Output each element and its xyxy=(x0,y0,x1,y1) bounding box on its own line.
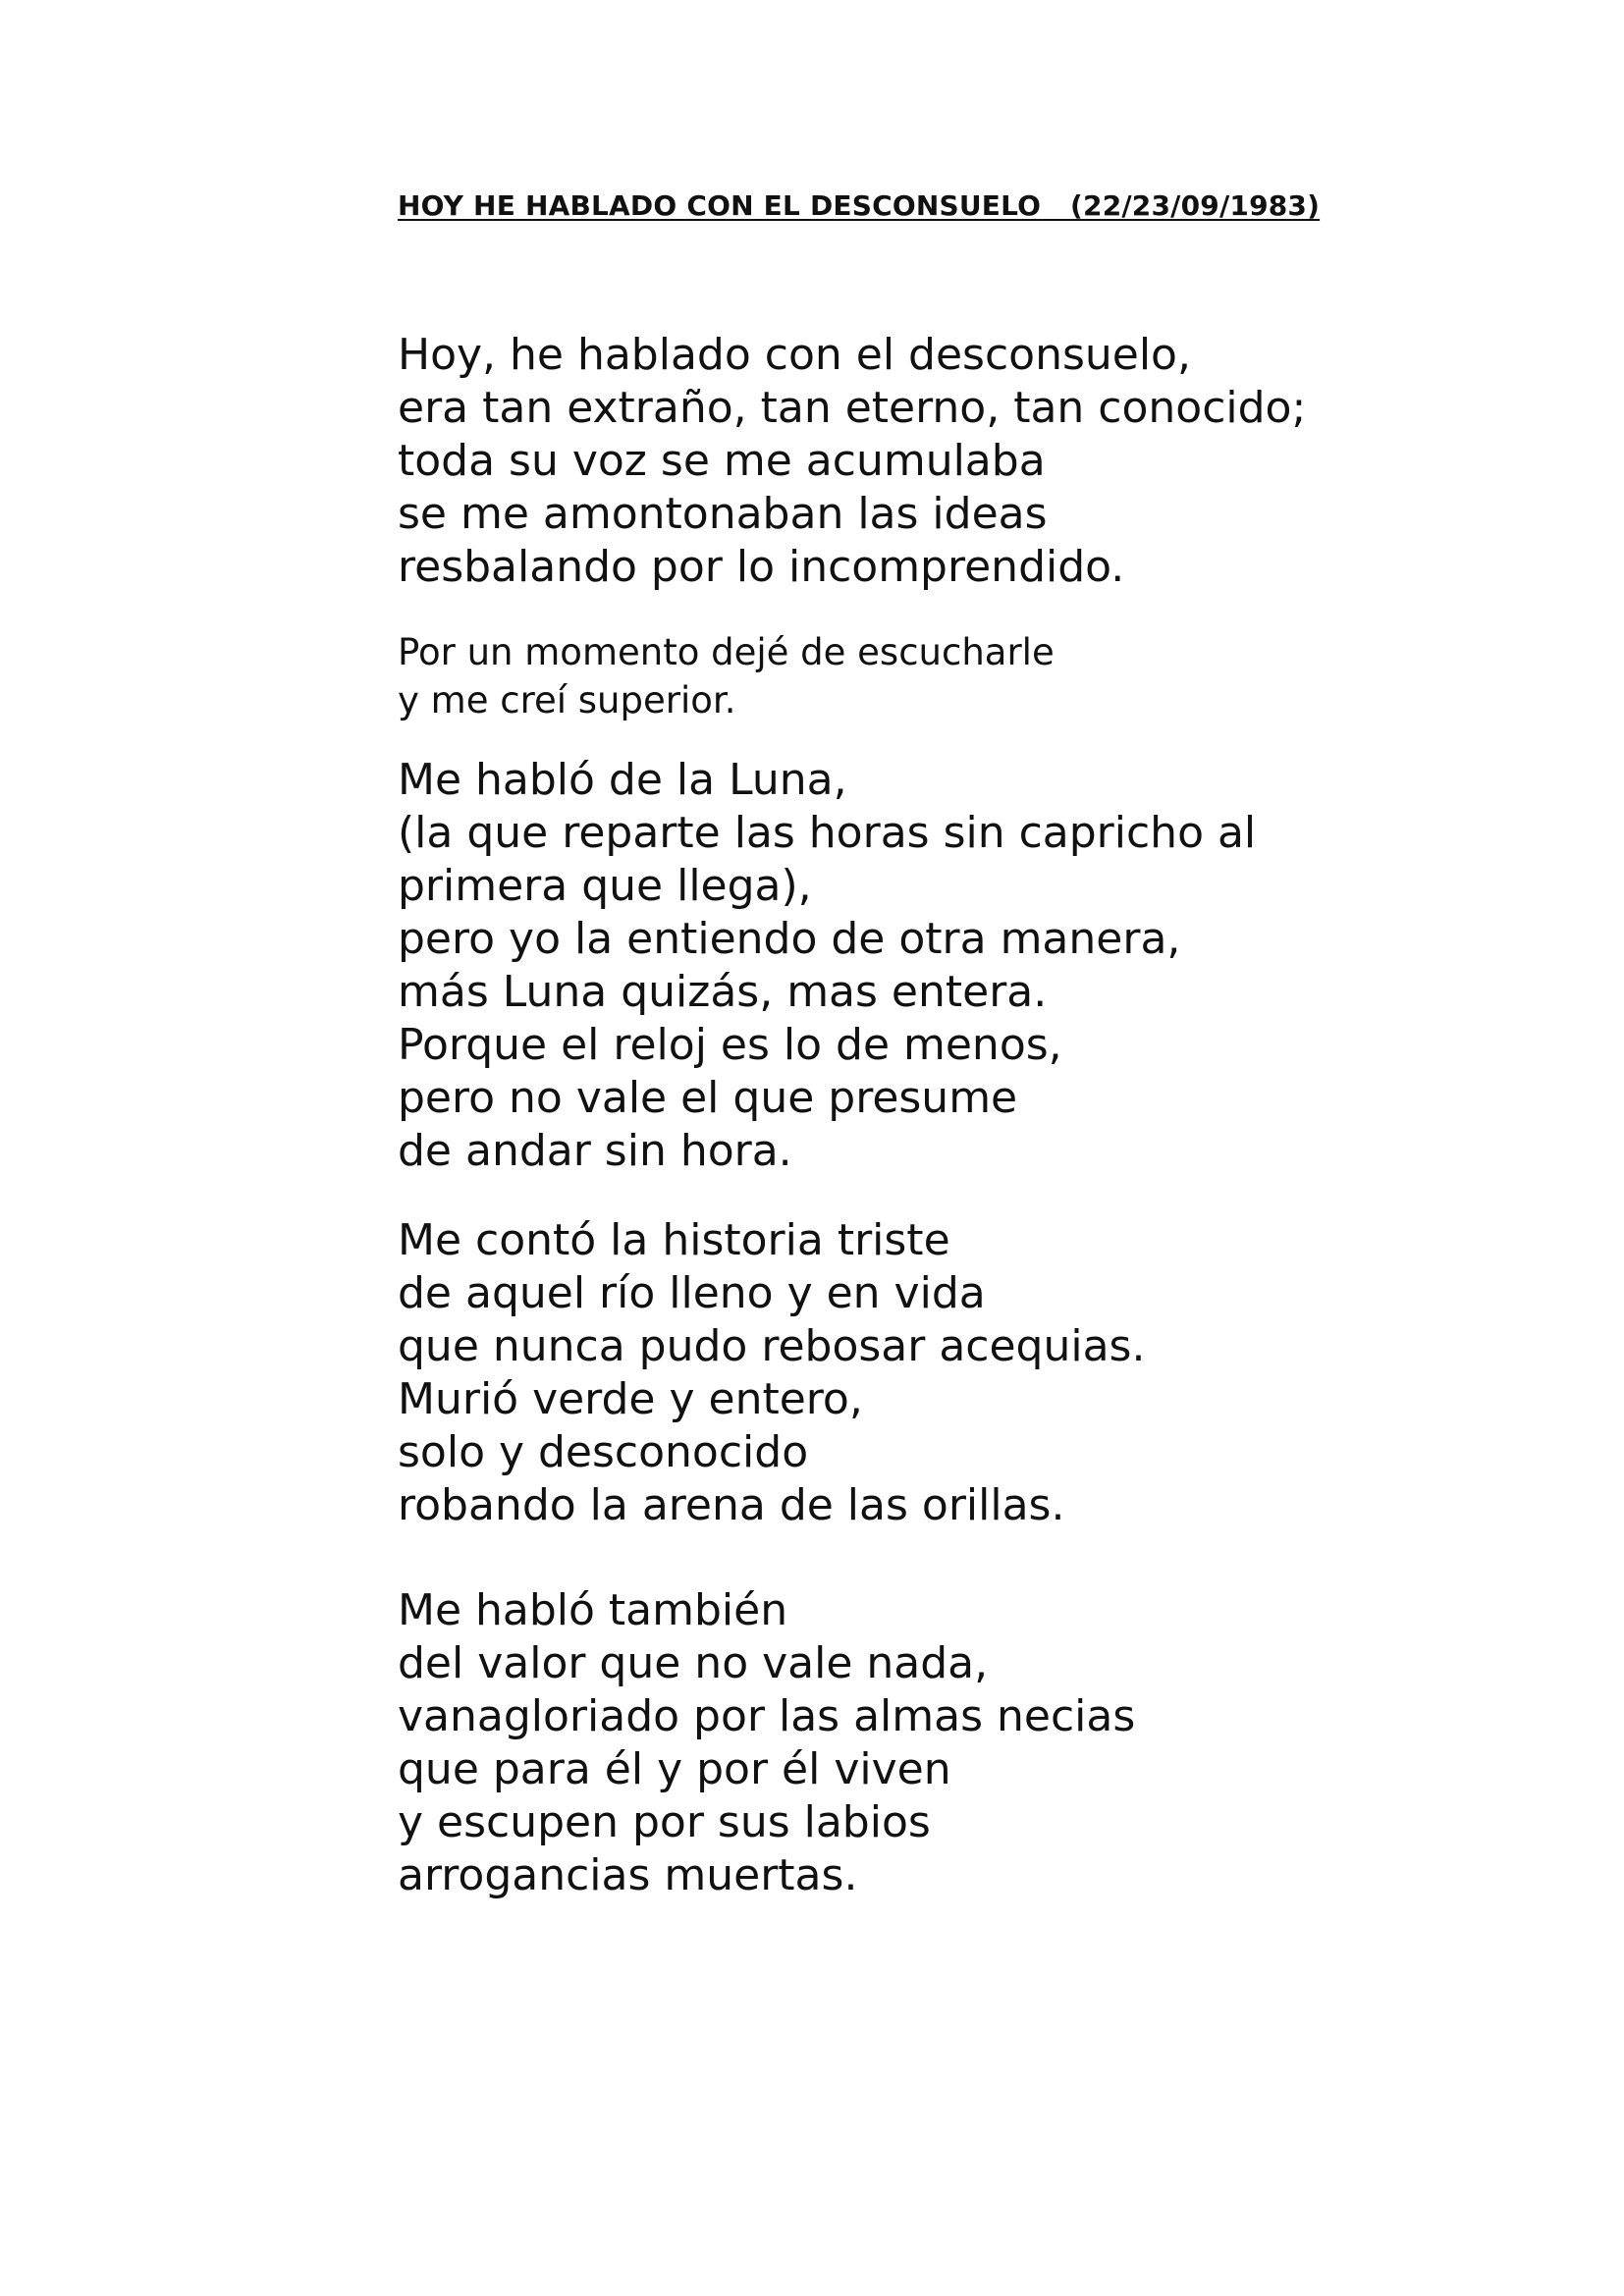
poem-title: HOY HE HABLADO CON EL DESCONSUELO (22/23/09/1983) xyxy=(398,189,1321,222)
stanza-1 xyxy=(398,329,1306,594)
poem-line: Por un momento dejé de escucharle xyxy=(398,631,1055,673)
stanza-2 xyxy=(398,628,1055,724)
poem-line: Murió verde y entero, xyxy=(398,1374,863,1424)
poem-line: se me amontonaban las ideas xyxy=(398,489,1048,539)
poem-line: Porque el reloj es lo de menos, xyxy=(398,1020,1062,1070)
poem-line: pero yo la entiendo de otra manera, xyxy=(398,914,1181,964)
poem-line: Hoy, he hablado con el desconsuelo, xyxy=(398,330,1191,380)
poem-line: Me habló de la Luna, xyxy=(398,755,847,805)
poem-line: del valor que no vale nada, xyxy=(398,1638,989,1688)
poem-line: solo y desconocido xyxy=(398,1427,809,1477)
stanza-3 xyxy=(398,754,1256,1178)
poem-line: y me creí superior. xyxy=(398,679,736,721)
poem-line: arrogancias muertas. xyxy=(398,1850,858,1900)
poem-line: primera que llega), xyxy=(398,861,812,911)
poem-line: de aquel río lleno y en vida xyxy=(398,1268,986,1318)
poem-line: Me contó la historia triste xyxy=(398,1215,950,1265)
poem-line: era tan extraño, tan eterno, tan conocido; xyxy=(398,383,1307,433)
poem-line: toda su voz se me acumulaba xyxy=(398,436,1046,486)
poem-line: que nunca pudo rebosar acequias. xyxy=(398,1321,1146,1371)
poem-line: más Luna quizás, mas entera. xyxy=(398,967,1048,1017)
poem-line: que para él y por él viven xyxy=(398,1744,951,1794)
poem-line: Me habló también xyxy=(398,1585,788,1635)
stanza-5 xyxy=(398,1584,1135,1902)
poem-line: vanagloriado por las almas necias xyxy=(398,1691,1136,1741)
stanza-4 xyxy=(398,1214,1145,1532)
poem-line: robando la arena de las orillas. xyxy=(398,1480,1065,1530)
poem-line: pero no vale el que presume xyxy=(398,1073,1018,1123)
poem-line: resbalando por lo incomprendido. xyxy=(398,542,1125,592)
poem-line: (la que reparte las horas sin capricho al xyxy=(398,808,1257,858)
poem-line: y escupen por sus labios xyxy=(398,1797,931,1847)
poem-line: de andar sin hora. xyxy=(398,1126,792,1176)
